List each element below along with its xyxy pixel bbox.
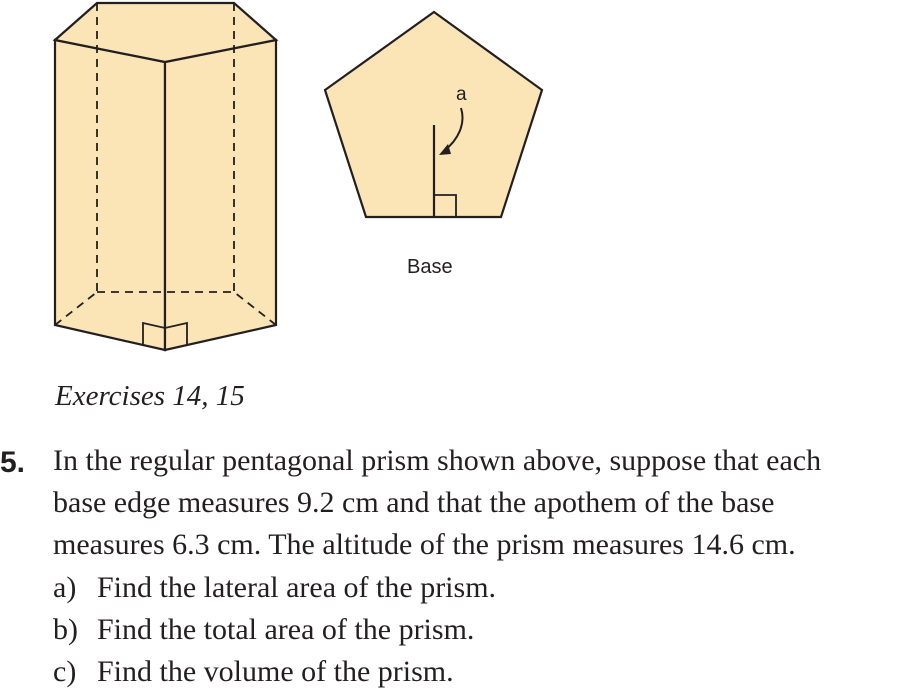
part-text: Find the volume of the prism. (97, 655, 454, 688)
figure-caption: Exercises 14, 15 (55, 380, 245, 412)
prism-right-face (165, 40, 276, 350)
problem-number: 5. (0, 446, 26, 479)
problem-part (53, 651, 454, 693)
problem-part (53, 609, 474, 651)
base-label: Base (407, 256, 453, 278)
part-text: Find the lateral area of the prism. (97, 571, 497, 604)
problem-part (53, 567, 496, 609)
part-letter: a) (53, 571, 77, 604)
part-text: Find the total area of the prism. (97, 613, 475, 646)
problem-line: In the regular pentagonal prism shown above, suppose that each (53, 444, 822, 477)
problem-line: measures 6.3 cm. The altitude of the prism measures 14.6 cm. (53, 528, 796, 561)
problem-line: base edge measures 9.2 cm and that the apothem of the base (53, 486, 775, 519)
apothem-label: a (456, 84, 467, 105)
part-letter: c) (53, 655, 77, 688)
prism-left-face (55, 40, 165, 350)
part-letter: b) (53, 613, 78, 646)
